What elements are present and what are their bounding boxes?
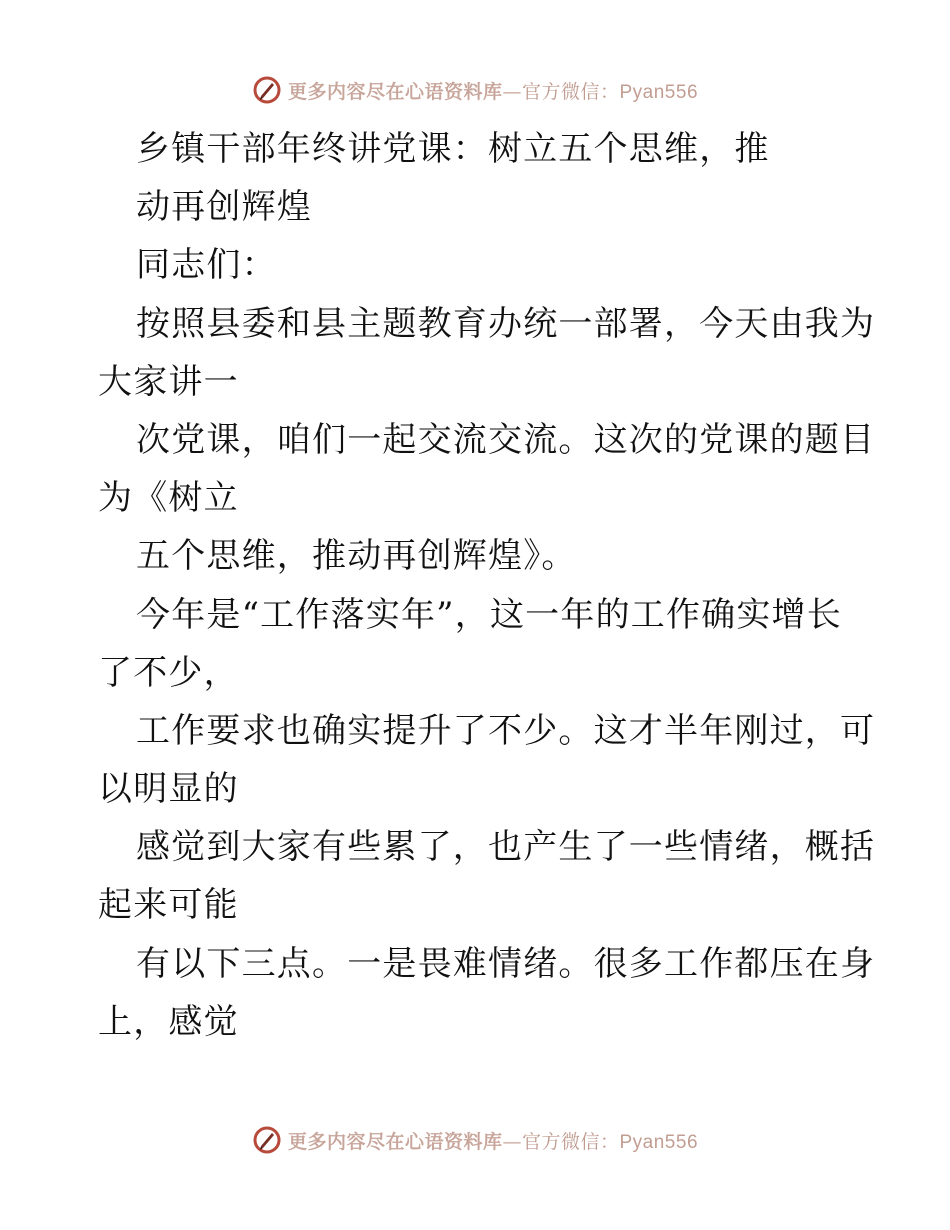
doc-line: 动再创辉煌 [136,187,312,228]
watermark-wechat-id: Pyan556 [619,1131,699,1153]
quill-pen-logo-icon [252,1125,282,1155]
watermark-dash: — [502,1130,522,1153]
header-watermark [0,70,950,110]
document-body [98,120,876,1051]
doc-line: 乡镇干部年终讲党课：树立五个思维，推 [136,129,770,169]
doc-line: 感觉到大家有些累了，也产生了一些情绪，概括 [136,827,876,868]
watermark-brand: 更多内容尽在心语资料库 [287,1130,503,1153]
doc-line: 五个思维，推动再创辉煌》。 [136,536,577,577]
doc-line: 按照县委和县主题教育办统一部署，今天由我为 [136,303,876,344]
doc-line: 次党课，咱们一起交流交流。这次的党课的题目 [136,419,876,460]
doc-line: 以明显的 [98,769,239,810]
doc-line: 起来可能 [98,885,239,926]
quill-pen-logo-icon [252,75,282,105]
doc-line: 大家讲一 [98,361,239,402]
watermark-brand: 更多内容尽在心语资料库 [287,80,503,103]
watermark-dash: — [502,80,522,103]
doc-line: 为《树立 [98,478,239,519]
doc-line: 同志们： [136,245,277,286]
doc-line: 今年是“工作落实年”，这一年的工作确实增长 [136,594,842,635]
watermark-text [288,77,698,104]
watermark-wechat-id: Pyan556 [619,81,699,103]
doc-line: 有以下三点。一是畏难情绪。很多工作都压在身 [136,943,876,984]
watermark-text [288,1127,698,1154]
doc-line: 了不少， [98,652,239,693]
doc-line: 上，感觉 [98,1001,239,1042]
footer-watermark [0,1120,950,1160]
watermark-wechat-label: 官方微信： [521,1130,620,1153]
watermark-wechat-label: 官方微信： [521,80,620,103]
doc-line: 工作要求也确实提升了不少。这才半年刚过，可 [136,710,876,751]
